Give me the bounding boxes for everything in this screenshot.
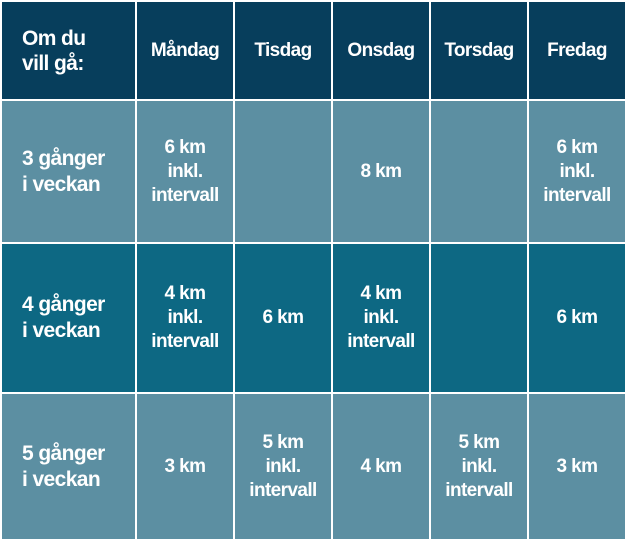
cell-3-times-wednesday: 8 km bbox=[333, 101, 429, 242]
cell-5-times-monday: 3 km bbox=[137, 394, 233, 539]
corner-label: Om du vill gå: bbox=[2, 2, 135, 99]
day-header-thursday: Torsdag bbox=[431, 2, 527, 99]
cell-4-times-tuesday: 6 km bbox=[235, 244, 331, 392]
cell-3-times-monday: 6 km inkl. intervall bbox=[137, 101, 233, 242]
cell-4-times-thursday bbox=[431, 244, 527, 392]
cell-4-times-monday: 4 km inkl. intervall bbox=[137, 244, 233, 392]
day-header-tuesday: Tisdag bbox=[235, 2, 331, 99]
cell-4-times-friday: 6 km bbox=[529, 244, 625, 392]
cell-4-times-wednesday: 4 km inkl. intervall bbox=[333, 244, 429, 392]
cell-5-times-tuesday: 5 km inkl. intervall bbox=[235, 394, 331, 539]
cell-5-times-thursday: 5 km inkl. intervall bbox=[431, 394, 527, 539]
row-label-5-times: 5 gånger i veckan bbox=[2, 394, 135, 539]
cell-5-times-wednesday: 4 km bbox=[333, 394, 429, 539]
cell-5-times-friday: 3 km bbox=[529, 394, 625, 539]
day-header-friday: Fredag bbox=[529, 2, 625, 99]
cell-3-times-tuesday bbox=[235, 101, 331, 242]
row-label-3-times: 3 gånger i veckan bbox=[2, 101, 135, 242]
day-header-monday: Måndag bbox=[137, 2, 233, 99]
row-label-4-times: 4 gånger i veckan bbox=[2, 244, 135, 392]
cell-3-times-friday: 6 km inkl. intervall bbox=[529, 101, 625, 242]
day-header-wednesday: Onsdag bbox=[333, 2, 429, 99]
cell-3-times-thursday bbox=[431, 101, 527, 242]
